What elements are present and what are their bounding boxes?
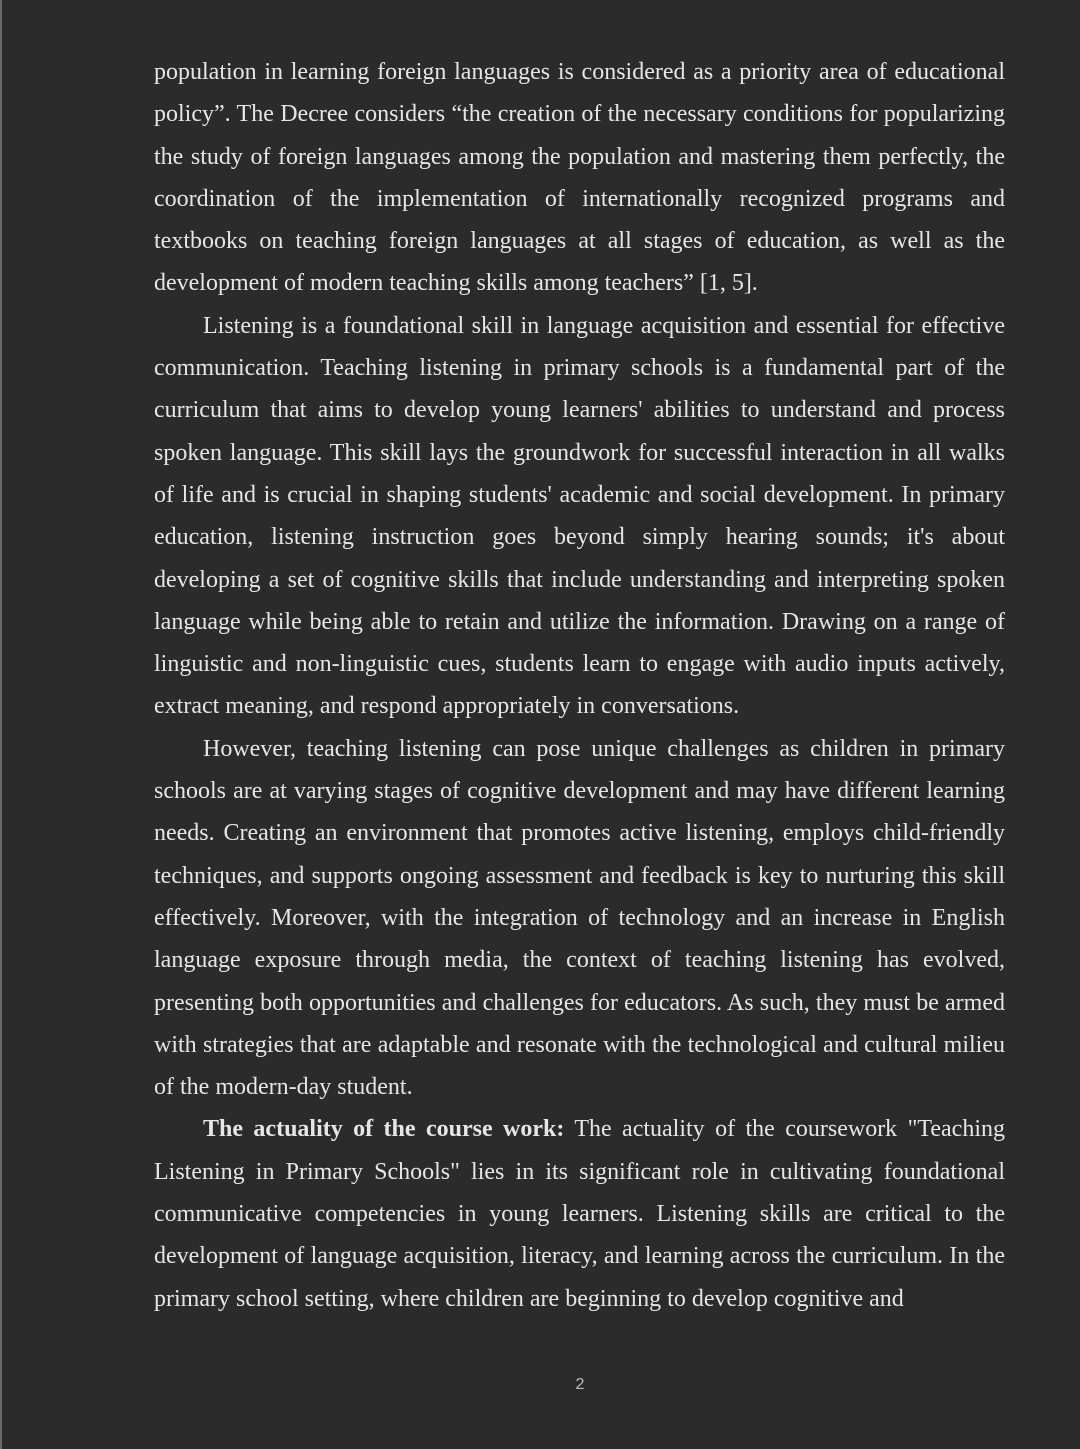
- paragraph-2-text: Listening is a foundational skill in language acquisition and essential for effective communication. Teaching listening in primary schools is a fundamental part of the curriculum that aims to develop young learners' abilities to understand and process spoken language. This skill lays the groundwork for successful interaction in all walks of life and is crucial in shaping students' academic and social development. In primary education, listening instruction goes beyond simply hearing sounds; it's about developing a set of cognitive skills that include understanding and interpreting spoken language while being able to retain and utilize the information. Drawing on a range of linguistic and non-linguistic cues, students learn to engage with audio inputs actively, extract meaning, and respond appropriately in conversations.: [154, 312, 1005, 720]
- actuality-heading: The actuality of the course work:: [203, 1116, 565, 1143]
- paragraph-4: [154, 1108, 1005, 1319]
- paragraph-2: [154, 305, 1005, 728]
- paragraph-4-text: The actuality of the coursework "Teaching Listening in Primary Schools" lies in its significant role in cultivating foundational communicative competencies in young learners. Listening skills are critical to the development of language acquisition, literacy, and learning across the curriculum. In the primary school setting, where children are beginning to develop cognitive and: [154, 1116, 1006, 1312]
- paragraph-1: [154, 51, 1005, 305]
- paragraph-1-text: population in learning foreign languages is considered as a priority area of educational policy”. The Decree considers “the creation of the necessary conditions for popularizing the study of foreign languages among the population and mastering them perfectly, the coordination of the implementation of internationally recognized programs and textbooks on teaching foreign languages at all stages of education, as well as the development of modern teaching skills among teachers” [1, 5].: [154, 59, 1005, 297]
- document-body: [154, 51, 1005, 1320]
- paragraph-3-text: However, teaching listening can pose unique challenges as children in primary schools are at varying stages of cognitive development and may have different learning needs. Creating an environment that promotes active listening, employs child-friendly techniques, and supports ongoing assessment and feedback is key to nurturing this skill effectively. Moreover, with the integration of technology and an increase in English language exposure through media, the context of teaching listening has evolved, presenting both opportunities and challenges for educators. As such, they must be armed with strategies that are adaptable and resonate with the technological and cultural milieu of the modern-day student.: [154, 735, 1005, 1101]
- paragraph-3: [154, 728, 1005, 1109]
- page-number: 2: [575, 1376, 585, 1393]
